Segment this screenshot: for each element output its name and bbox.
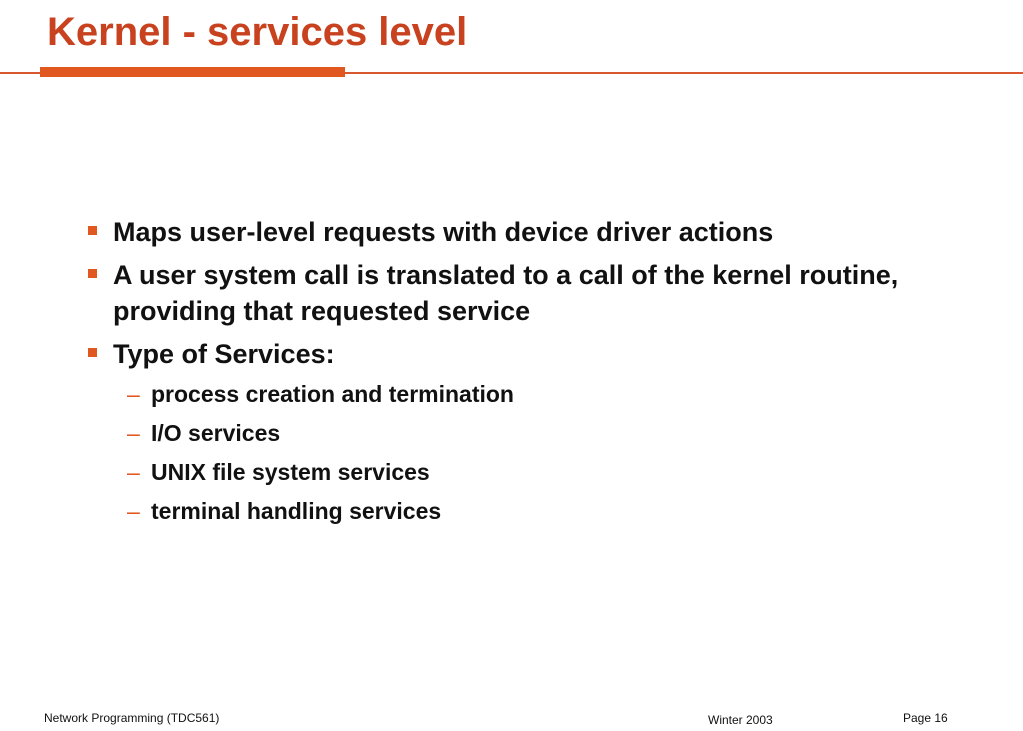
dash-bullet-icon: – — [127, 420, 140, 446]
sub-bullet-item — [127, 418, 968, 448]
footer-course: Network Programming (TDC561) — [44, 711, 220, 725]
slide-title: Kernel - services level — [47, 10, 468, 54]
slide-content — [88, 214, 968, 535]
bullet-item — [88, 336, 968, 372]
square-bullet-icon — [88, 226, 97, 235]
sub-bullet-item — [127, 457, 968, 487]
bullet-text: Maps user-level requests with device driver actions — [113, 217, 774, 247]
footer-page-number: Page 16 — [903, 711, 948, 725]
sub-bullet-item — [127, 496, 968, 526]
square-bullet-icon — [88, 348, 97, 357]
square-bullet-icon — [88, 269, 97, 278]
dash-bullet-icon: – — [127, 498, 140, 524]
dash-bullet-icon: – — [127, 459, 140, 485]
bullet-item — [88, 257, 968, 329]
bullet-text: A user system call is translated to a call of the kernel routine, providing that requested service — [113, 260, 899, 326]
bullet-item — [88, 214, 968, 250]
title-underline-accent — [40, 67, 345, 77]
sub-bullet-text: UNIX file system services — [151, 459, 430, 485]
sub-bullet-list — [127, 379, 968, 526]
sub-bullet-text: process creation and termination — [151, 381, 514, 407]
sub-bullet-text: I/O services — [151, 420, 281, 446]
sub-bullet-item — [127, 379, 968, 409]
footer-term: Winter 2003 — [708, 713, 773, 727]
sub-bullet-text: terminal handling services — [151, 498, 442, 524]
dash-bullet-icon: – — [127, 381, 140, 407]
bullet-text: Type of Services: — [113, 339, 335, 369]
